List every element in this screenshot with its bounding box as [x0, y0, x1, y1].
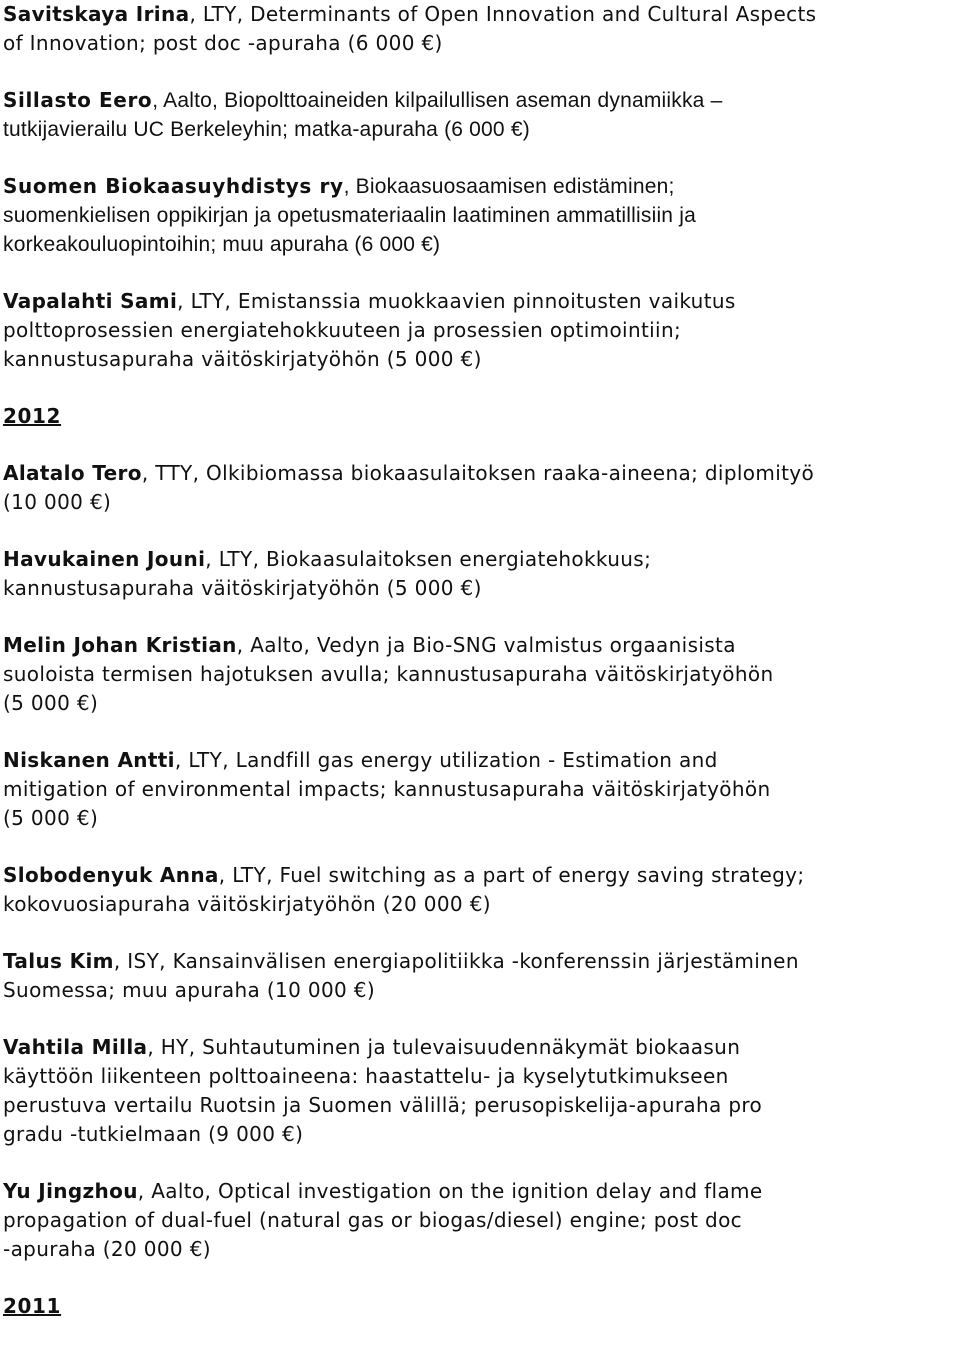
grant-description: , HY, Suhtautuminen ja tulevaisuudennäkymät biokaasun käyttöön liikenteen polttoaineena: haastattelu- ja kyselytutkimukseen perustuva vertailu Ruotsin ja Suomen välillä; perusopiskelija-apuraha pro gradu -tutkielmaan (9 000 €): [3, 1035, 763, 1146]
grant-entry: [3, 631, 958, 718]
grant-entry: [3, 86, 958, 144]
grant-description: , Biokaasuosaamisen edistäminen; suomenkielisen oppikirjan ja opetusmateriaalin laatiminen ammatillisiin ja korkeakouluopintoihin; muu apuraha (6 000 €): [3, 175, 696, 256]
grant-entry: [3, 0, 958, 58]
recipient-name: Savitskaya Irina: [3, 2, 190, 26]
grant-list-page: [3, 0, 958, 1349]
recipient-name: Slobodenyuk Anna: [3, 863, 219, 887]
grant-description: , LTY, Determinants of Open Innovation and Cultural Aspects of Innovation; post doc -apuraha (6 000 €): [3, 2, 817, 55]
grant-description: , Aalto, Biopolttoaineiden kilpailullisen aseman dynamiikka – tutkijavierailu UC Berkeleyhin; matka-apuraha (6 000 €): [3, 89, 723, 141]
recipient-name: Melin Johan Kristian: [3, 633, 237, 657]
grant-description: , Aalto, Vedyn ja Bio-SNG valmistus orgaanisista suoloista termisen hajotuksen avulla; kannustusapuraha väitöskirjatyöhön (5 000 €): [3, 633, 774, 715]
grant-description: , TTY, Olkibiomassa biokaasulaitoksen raaka-aineena; diplomityö (10 000 €): [3, 461, 815, 514]
recipient-name: Suomen Biokaasuyhdistys ry: [3, 174, 344, 198]
grant-description: , LTY, Fuel switching as a part of energy saving strategy; kokovuosiapuraha väitöskirjatyöhön (20 000 €): [3, 863, 805, 916]
grant-description: , LTY, Landfill gas energy utilization - Estimation and mitigation of environmental impacts; kannustusapuraha väitöskirjatyöhön (5 000 €): [3, 748, 771, 830]
year-heading-2011: 2011: [3, 1294, 62, 1318]
recipient-name: Sillasto Eero: [3, 88, 153, 112]
grant-description: , Aalto, Optical investigation on the ignition delay and flame propagation of dual-fuel (natural gas or biogas/diesel) engine; post doc -apuraha (20 000 €): [3, 1179, 763, 1261]
grant-entry: [3, 1033, 958, 1149]
grant-entry: [3, 1177, 958, 1264]
grant-entry: [3, 746, 958, 833]
recipient-name: Vapalahti Sami: [3, 289, 178, 313]
grant-entry: [3, 287, 958, 374]
recipient-name: Niskanen Antti: [3, 748, 175, 772]
grant-description: , ISY, Kansainvälisen energiapolitiikka -konferenssin järjestäminen Suomessa; muu apuraha (10 000 €): [3, 949, 799, 1002]
recipient-name: Yu Jingzhou: [3, 1179, 138, 1203]
grant-entry: [3, 545, 958, 603]
grant-entry: [3, 172, 958, 259]
grant-description: , LTY, Emistanssia muokkaavien pinnoitusten vaikutus polttoprosessien energiatehokkuuteen ja prosessien optimointiin; kannustusapuraha väitöskirjatyöhön (5 000 €): [3, 289, 736, 371]
grant-entry: [3, 947, 958, 1005]
recipient-name: Vahtila Milla: [3, 1035, 148, 1059]
recipient-name: Talus Kim: [3, 949, 114, 973]
recipient-name: Havukainen Jouni: [3, 547, 206, 571]
grant-entry: [3, 459, 958, 517]
grant-entry: [3, 861, 958, 919]
recipient-name: Alatalo Tero: [3, 461, 142, 485]
grant-description: , LTY, Biokaasulaitoksen energiatehokkuus; kannustusapuraha väitöskirjatyöhön (5 000 €): [3, 547, 652, 600]
year-heading-2012: 2012: [3, 404, 62, 428]
